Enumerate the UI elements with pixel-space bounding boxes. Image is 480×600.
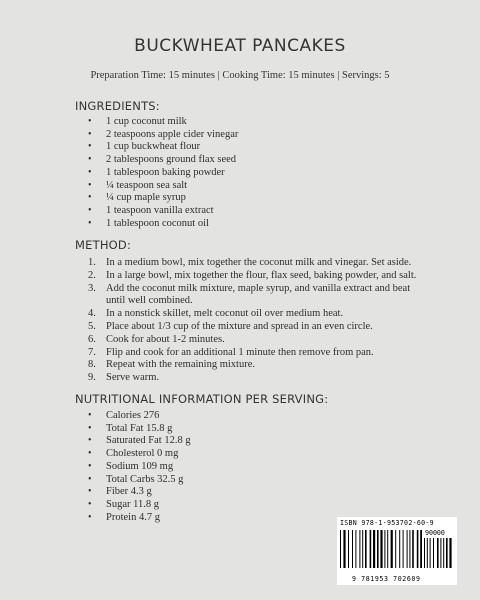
barcode-bar: [427, 538, 428, 568]
method-step: [88, 321, 418, 334]
barcode-bar: [384, 530, 385, 568]
bullet-icon: •: [88, 204, 92, 216]
ingredient-item: [88, 141, 238, 154]
ingredient-item-text: 1 cup buckwheat flour: [106, 141, 201, 153]
barcode-bar: [446, 538, 448, 568]
bullet-icon: •: [88, 460, 92, 472]
barcode-bar: [365, 530, 367, 568]
ingredient-item-text: 1 tablespoon baking powder: [106, 166, 225, 178]
step-number: 2.: [88, 269, 96, 281]
bullet-icon: •: [88, 179, 92, 191]
method-step: [88, 359, 418, 372]
method-step: [88, 283, 418, 309]
bullet-icon: •: [88, 435, 92, 447]
bullet-icon: •: [88, 473, 92, 485]
ingredient-item-text: 1 tablespoon coconut oil: [106, 217, 209, 229]
bullet-icon: •: [88, 141, 92, 153]
step-number: 7.: [88, 346, 96, 358]
barcode-bar: [420, 530, 422, 568]
barcode-bar: [424, 538, 425, 568]
nutrition-item-text: Saturated Fat 12.8 g: [106, 435, 191, 447]
step-number: 5.: [88, 320, 96, 332]
nutrition-item: [88, 486, 191, 499]
method-step: [88, 372, 418, 385]
method-step: [88, 347, 418, 360]
ingredient-item: [88, 116, 238, 129]
method-step-text: Flip and cook for an additional 1 minute then remove from pan.: [106, 346, 374, 358]
barcode-bar: [417, 530, 419, 568]
barcode-bar: [340, 530, 341, 568]
barcode-bar: [348, 530, 349, 568]
method-heading: METHOD:: [75, 238, 132, 252]
ingredient-item-text: 1 cup coconut milk: [106, 116, 187, 127]
ingredient-item-text: 2 tablespoons ground flax seed: [106, 154, 237, 166]
method-step-text: Cook for about 1-2 minutes.: [106, 333, 225, 345]
nutrition-item-text: Cholesterol 0 mg: [106, 448, 179, 460]
nutrition-item-text: Total Fat 15.8 g: [106, 422, 173, 434]
bullet-icon: •: [88, 166, 92, 178]
step-number: 8.: [88, 359, 96, 371]
barcode-digits: 9 781953 702609: [352, 575, 421, 583]
nutrition-item-text: Total Carbs 32.5 g: [106, 473, 184, 485]
barcode-bar: [380, 530, 382, 568]
barcode-bar: [399, 530, 400, 568]
bullet-icon: •: [88, 498, 92, 510]
price-code: 90000: [425, 529, 445, 537]
recipe-meta: Preparation Time: 15 minutes | Cooking Time: 15 minutes | Servings: 5: [90, 70, 390, 81]
bullet-icon: •: [88, 217, 92, 229]
nutrition-item-text: Sugar 11.8 g: [106, 498, 159, 510]
nutrition-item-text: Calories 276: [106, 410, 160, 421]
method-step-text: In a large bowl, mix together the flour, flax seed, baking powder, and salt.: [106, 269, 417, 281]
ingredient-item-text: ¼ teaspoon sea salt: [106, 179, 188, 191]
ingredient-item: [88, 180, 238, 193]
method-step-text: In a medium bowl, mix together the coconut milk and vinegar. Set aside.: [106, 257, 412, 268]
barcode-bar: [403, 530, 404, 568]
method-step-text: In a nonstick skillet, melt coconut oil over medium heat.: [106, 308, 344, 320]
nutrition-item: [88, 512, 191, 525]
ingredient-item: [88, 154, 238, 167]
ingredient-item-text: 1 teaspoon vanilla extract: [106, 204, 214, 216]
barcode-bar: [355, 530, 356, 568]
ingredient-item-text: 2 teaspoons apple cider vinegar: [106, 128, 239, 140]
nutrition-item: [88, 499, 191, 512]
barcode-bar: [443, 538, 444, 568]
method-list: [88, 257, 418, 385]
step-number: 9.: [88, 372, 96, 384]
bullet-icon: •: [88, 448, 92, 460]
method-step: [88, 308, 418, 321]
page-title: BUCKWHEAT PANCAKES: [134, 36, 346, 56]
method-step: [88, 270, 418, 283]
barcode-bar: [407, 530, 408, 568]
bullet-icon: •: [88, 422, 92, 434]
bullet-icon: •: [88, 154, 92, 166]
barcode-bar: [373, 530, 375, 568]
method-step-text: Add the coconut milk mixture, maple syrup, and vanilla extract and beat until well combined.: [106, 282, 411, 307]
barcode-bar: [362, 530, 363, 568]
barcode-bar: [412, 530, 414, 568]
bullet-icon: •: [88, 511, 92, 523]
bullet-icon: •: [88, 116, 92, 127]
bullet-icon: •: [88, 192, 92, 204]
method-step-text: Place about 1/3 cup of the mixture and spread in an even circle.: [106, 320, 373, 332]
ingredient-item: [88, 167, 238, 180]
nutrition-list: [88, 410, 191, 524]
barcode-bar: [391, 530, 393, 568]
method-step-text: Serve warm.: [106, 372, 160, 384]
barcode-bar: [343, 530, 345, 568]
isbn-label: ISBN 978-1-953702-60-9: [340, 519, 434, 527]
nutrition-item-text: Protein 4.7 g: [106, 511, 160, 523]
nutrition-item-text: Sodium 109 mg: [106, 460, 174, 472]
nutrition-item: [88, 435, 191, 448]
barcode-bar: [409, 530, 410, 568]
ingredient-item-text: ¼ cup maple syrup: [106, 192, 186, 204]
nutrition-item-text: Fiber 4.3 g: [106, 486, 152, 498]
ingredient-item: [88, 205, 238, 218]
method-step: [88, 334, 418, 347]
barcode-bar: [440, 538, 441, 568]
bullet-icon: •: [88, 410, 92, 421]
bullet-icon: •: [88, 128, 92, 140]
barcode-bar: [437, 538, 439, 568]
ingredient-item: [88, 192, 238, 205]
ingredient-item: [88, 218, 238, 231]
price-barcode-bars: [424, 538, 454, 576]
nutrition-heading: NUTRITIONAL INFORMATION PER SERVING:: [75, 392, 329, 406]
nutrition-item: [88, 423, 191, 436]
step-number: 1.: [88, 257, 96, 268]
ingredient-item: [88, 129, 238, 142]
barcode-bar: [449, 538, 451, 568]
nutrition-item: [88, 410, 191, 423]
bullet-icon: •: [88, 486, 92, 498]
barcode-bar: [377, 530, 379, 568]
method-step-text: Repeat with the remaining mixture.: [106, 359, 255, 371]
barcode-bar: [433, 538, 434, 568]
barcode-bar: [430, 538, 431, 568]
step-number: 4.: [88, 308, 96, 320]
step-number: 6.: [88, 333, 96, 345]
barcode-bar: [359, 530, 360, 568]
barcode-bar: [395, 530, 396, 568]
nutrition-item: [88, 461, 191, 474]
barcode-bar: [387, 530, 388, 568]
nutrition-item: [88, 474, 191, 487]
barcode-bar: [370, 530, 372, 568]
nutrition-item: [88, 448, 191, 461]
barcode-bar: [352, 530, 353, 568]
barcode-bars: [340, 530, 422, 568]
method-step: [88, 257, 418, 270]
ingredients-list: [88, 116, 238, 230]
step-number: 3.: [88, 282, 96, 294]
ingredients-heading: INGREDIENTS:: [75, 99, 160, 113]
